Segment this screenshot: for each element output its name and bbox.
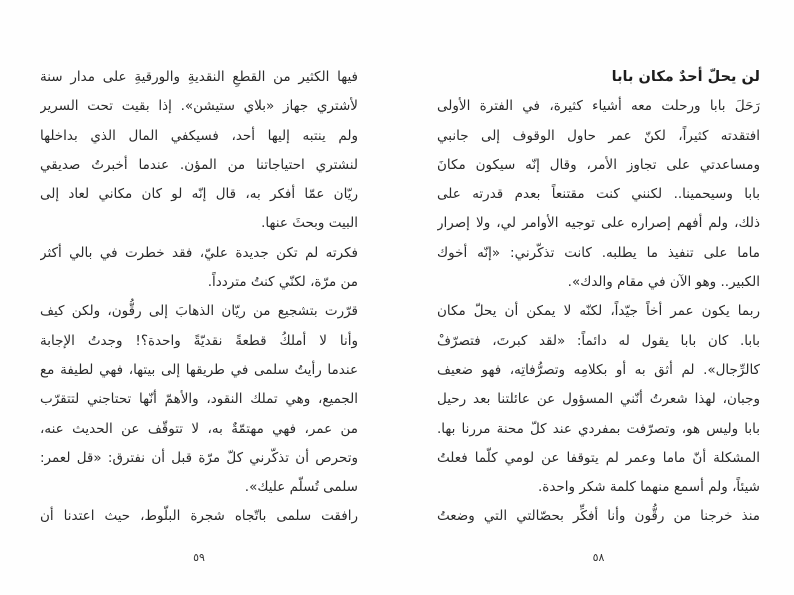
- text-line: لنشتري احتياجاتنا من المؤن. عندما أخبرتُ صديقي: [40, 156, 358, 173]
- text-line: فكرته لم تكن جديدة عليّ، فقد خطرت في بالي أكثر: [40, 244, 358, 261]
- page-left-text: [40, 63, 358, 532]
- text-line: بابا وليس هو، وتصرّفت بمفردي عند كلّ محنة مررنا بها.: [437, 420, 760, 437]
- page-right: [437, 63, 760, 578]
- chapter-title: لن يحلّ أحدٌ مكان بابا: [611, 69, 760, 85]
- text-line: فيها الكثير من القطعِ النقديةِ والورقيةِ على مدار سنة: [40, 69, 358, 85]
- text-line: شيئاً، ولم أسمع منهما كلمة شكر واحدة.: [537, 479, 760, 496]
- text-line: الكبير.. وهو الآن في مقام والدك».: [567, 274, 760, 291]
- page-left: [40, 63, 358, 578]
- text-line: من مرّة، لكنّي كنتُ متردداً.: [207, 274, 358, 291]
- text-line: ولم ينتبه إليها أحد، فسيكفي المال الذي بداخلها: [40, 127, 358, 144]
- text-line: وجبان، لهذا شعرتُ أنّني المسؤول عن عائلتنا بعد رحيل: [437, 391, 760, 408]
- text-line: من عمر، فهي مهتمّةٌ به، لا تتوقّف عن الحديث عنه،: [40, 420, 358, 437]
- text-line: بابا وسيحمينا.. لكنني كنت مقتنعاً بعدم قدرته على: [437, 186, 760, 203]
- text-line: لأشتري جهاز «بلاي ستيشن». إذا بقيت تحت السرير: [40, 98, 358, 115]
- text-line: ريّان عمّا أفكر به، قال إنّه لو كان مكاني لعاد إلى: [40, 186, 358, 203]
- text-line: ذلك، ولم أفهم إصراره على توجيه الأوامر لي، ولا إصرار: [437, 215, 760, 232]
- text-line: منذ خرجنا من رقُّون وأنا أفكِّر بحصّالتي التي وضعتُ: [437, 508, 760, 525]
- text-line: الجميع، وهي تملك النقود، والأهمّ أنّها تحتاجني لتتقرّب: [40, 391, 358, 408]
- text-line: ماما على تنفيذ ما يطلبه. كانت تذكّرني: «إنّه أخوك: [437, 244, 760, 261]
- text-line: ربما يكون عمر أخاً جيّداً، لكنّه لا يمكن أن يحلّ مكان: [437, 303, 760, 320]
- text-line: سلمى تُسلّم عليك».: [244, 479, 358, 496]
- text-line: افتقدته كثيراً، لكنّ عمر حاول الوقوف إلى جانبي: [437, 127, 760, 144]
- text-line: وأنا لا أملكُ قطعةً نقديّةً واحدة؟! وجدتُ الإجابة: [40, 332, 358, 349]
- text-line: قرّرت بتشجيع من ريّان الذهابَ إلى رقُّون، ولكن كيف: [40, 303, 358, 320]
- page-number-right: ٥٨: [592, 551, 605, 564]
- text-line: ومساعدتي على تجاوز الأمر، وقال إنّه سيكون مكانَ: [437, 156, 760, 173]
- text-line: بابا. كان بابا يقول له دائماً: «لقد كبرتَ، فتصرّفْ: [437, 332, 760, 349]
- text-line: المشكلة أنّ ماما وعمر لم يتوقفا عن لومي كلّما فعلتُ: [437, 449, 760, 466]
- text-line: كالرِّجال». لم أثق به أو بكلامِه وتصرُّفاتِه، فهو ضعيف: [437, 361, 760, 378]
- page-number-left: ٥٩: [193, 551, 205, 564]
- text-line: رافقت سلمى باتّجاه شجرة البلّوط، حيث اعتدنا أن: [40, 508, 358, 525]
- text-line: عندما رأيتُ سلمى في طريقها إلى بيتها، فهي لطيفة مع: [40, 361, 358, 378]
- text-line: رَحَلَ بابا ورحلت معه أشياء كثيرة، في الفترة الأولى: [437, 98, 760, 115]
- text-line: البيت وبحثَ عنها.: [261, 215, 358, 232]
- text-line: وتحرص أن تذكّرني كلّ مرّة قبل أن نفترق: «قل لعمر:: [40, 449, 358, 466]
- page-right-text: [437, 63, 760, 532]
